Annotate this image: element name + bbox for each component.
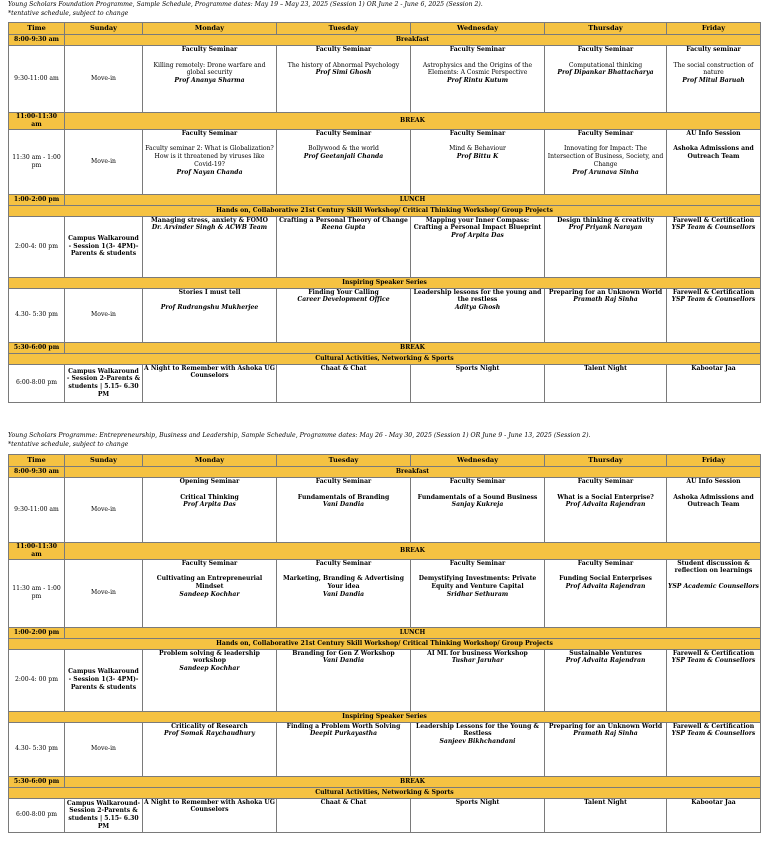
breakfast-row xyxy=(9,35,761,46)
monday-cell: A Night to Remember with Ashoka UG Counselors xyxy=(143,798,277,832)
monday-cell xyxy=(143,478,277,543)
sunday-cell: Move-in xyxy=(65,559,143,627)
time-cell: 2:00-4: 00 pm xyxy=(9,216,65,277)
session-topic: Crafting a Personal Theory of Change xyxy=(279,216,408,224)
workshop-row xyxy=(9,216,761,277)
session-type: Faculty Seminar xyxy=(577,129,634,137)
session-type: AU Info Session xyxy=(686,478,741,485)
friday-cell xyxy=(667,216,761,277)
session-topic: Farewell & Certification xyxy=(672,216,755,224)
monday-cell xyxy=(143,288,277,342)
session-topic: Problem solving & leadership workshop xyxy=(159,649,260,665)
col-time: Time xyxy=(9,455,65,467)
session-speaker: Sridhar Sethuram xyxy=(446,590,509,598)
session-type: Faculty Seminar xyxy=(315,478,372,485)
session-topic: What is a Social Enterprise? xyxy=(557,493,654,501)
thursday-cell xyxy=(545,46,667,113)
session-type: Faculty Seminar xyxy=(577,559,634,567)
tuesday-cell xyxy=(277,288,411,342)
session-type: Faculty Seminar xyxy=(449,129,506,137)
session-type: Faculty seminar xyxy=(686,46,741,53)
session-speaker: Vani Dandia xyxy=(322,590,365,598)
session-type: Faculty Seminar xyxy=(315,129,372,137)
speaker-label: Inspiring Speaker Series xyxy=(9,277,761,288)
session-type: Faculty Seminar xyxy=(181,129,238,137)
session-type: Opening Seminar xyxy=(179,478,240,485)
break-label: BREAK xyxy=(65,543,761,560)
session-topic: Funding Social Enterprises xyxy=(559,575,652,583)
session-speaker: Aditya Ghosh xyxy=(454,304,501,312)
wednesday-cell xyxy=(411,288,545,342)
tuesday-cell xyxy=(277,649,411,711)
sunday-cell: Move-in xyxy=(65,722,143,776)
wednesday-cell: Sports Night xyxy=(411,798,545,832)
time-cell: 9:30-11:00 am xyxy=(9,478,65,543)
thursday-cell xyxy=(545,216,667,277)
session-speaker: YSP Team & Counsellors xyxy=(671,657,756,665)
session-topic: Bollywood & the world xyxy=(308,145,379,153)
lunch-row xyxy=(9,627,761,638)
session-topic: Preparing for an Unknown World xyxy=(548,722,663,730)
col-tuesday: Tuesday xyxy=(277,455,411,467)
time-cell: 11:00-11:30 am xyxy=(9,113,65,130)
schedule-2-table xyxy=(8,454,761,833)
session-topic: The social construction of nature xyxy=(673,61,754,77)
session-topic: AI ML for business Workshop xyxy=(427,649,528,657)
cultural-band xyxy=(9,353,761,364)
workshop-band xyxy=(9,638,761,649)
session-type: Faculty Seminar xyxy=(181,46,238,53)
session-topic: Design thinking & creativity xyxy=(557,216,654,224)
friday-cell xyxy=(667,722,761,776)
time-cell: 11:00-11:30 am xyxy=(9,543,65,560)
friday-cell xyxy=(667,649,761,711)
evening-row xyxy=(9,798,761,832)
session-speaker: YSP Team & Counsellors xyxy=(671,224,756,232)
schedule-1-title: Young Scholars Foundation Programme, Sample Schedule, Programme dates: May 19 – May 23, 2025 (Session 1) OR June 2 - June 6, 2025 (Session 2). xyxy=(8,1,483,8)
session-topic: Fundamentals of Branding xyxy=(297,493,390,501)
session-topic: Finding Your Calling xyxy=(308,288,379,296)
monday-cell xyxy=(143,722,277,776)
time-cell: 5:30-6:00 pm xyxy=(9,776,65,787)
friday-cell xyxy=(667,559,761,627)
session-speaker: Deepit Purkayastha xyxy=(309,730,378,738)
session-speaker: Prof Somak Raychaudhury xyxy=(164,730,255,738)
session-speaker: Prof Advaita Rajendran xyxy=(565,501,646,509)
wednesday-cell xyxy=(411,649,545,711)
wednesday-cell xyxy=(411,129,545,194)
session-topic: Branding for Gen Z Workshop xyxy=(292,649,395,657)
session-type: Faculty Seminar xyxy=(577,478,634,485)
thursday-cell xyxy=(545,722,667,776)
lunch-row xyxy=(9,194,761,205)
session-speaker: Prof Advaita Rajendran xyxy=(565,657,646,665)
col-wednesday: Wednesday xyxy=(411,23,545,35)
break-row xyxy=(9,776,761,787)
sunday-cell: Move-in xyxy=(65,288,143,342)
session-speaker: Pramath Raj Sinha xyxy=(573,296,638,304)
time-cell: 4.30- 5:30 pm xyxy=(9,288,65,342)
session-type: Faculty Seminar xyxy=(577,46,634,53)
wednesday-cell xyxy=(411,216,545,277)
time-cell: 8:00-9:30 am xyxy=(9,467,65,478)
session-speaker: YSP Academic Counsellors xyxy=(668,582,759,590)
break-row xyxy=(9,113,761,130)
session-speaker: Prof Simi Ghosh xyxy=(315,69,372,77)
monday-cell xyxy=(143,129,277,194)
thursday-cell xyxy=(545,478,667,543)
break-row xyxy=(9,342,761,353)
session-topic: Killing remotely: Drone warfare and global security xyxy=(153,61,266,77)
col-friday: Friday xyxy=(667,23,761,35)
break-row xyxy=(9,543,761,560)
session-speaker: Sanjeev Bikhchandani xyxy=(439,738,516,746)
cultural-label: Cultural Activities, Networking & Sports xyxy=(9,787,761,798)
session-topic: Ashoka Admissions and Outreach Team xyxy=(673,493,754,509)
header-row xyxy=(9,455,761,467)
monday-cell xyxy=(143,46,277,113)
session-topic: Farewell & Certification xyxy=(672,288,755,296)
session-speaker: YSP Team & Counsellors xyxy=(671,296,756,304)
session-topic: The history of Abnormal Psychology xyxy=(287,61,400,69)
session-topic: Leadership lessons for the young and the restless xyxy=(413,288,542,304)
session-speaker: Prof Ananya Sharma xyxy=(174,77,245,85)
lunch-label: LUNCH xyxy=(65,194,761,205)
sunday-cell: Campus Walkaround - Session 2-Parents & students | 5.15- 6.30 PM xyxy=(65,364,143,402)
session-topic: Innovating for Impact: The Intersection of Business, Society, and Change xyxy=(547,145,664,168)
session-topic: Cultivating an Entrepreneurial Mindset xyxy=(156,575,263,590)
session-topic: Finding a Problem Worth Solving xyxy=(286,722,401,730)
midday-row xyxy=(9,559,761,627)
col-monday: Monday xyxy=(143,455,277,467)
session-speaker: Career Development Office xyxy=(297,296,390,304)
session-topic: Managing stress, anxiety & FOMO xyxy=(151,216,268,224)
session-type: Faculty Seminar xyxy=(315,559,372,567)
session-type: Faculty Seminar xyxy=(449,559,506,567)
col-sunday: Sunday xyxy=(65,23,143,35)
schedule-1-table xyxy=(8,22,761,403)
time-cell: 1:00-2:00 pm xyxy=(9,194,65,205)
monday-cell: A Night to Remember with Ashoka UG Counselors xyxy=(143,364,277,402)
session-topic: Criticality of Research xyxy=(171,722,248,730)
time-cell: 2:00-4: 00 pm xyxy=(9,649,65,711)
col-thursday: Thursday xyxy=(545,23,667,35)
tuesday-cell xyxy=(277,46,411,113)
wednesday-cell: Sports Night xyxy=(411,364,545,402)
session-speaker: Reena Gupta xyxy=(321,224,366,232)
header-row xyxy=(9,23,761,35)
session-topic: Sustainable Ventures xyxy=(569,649,642,657)
col-wednesday: Wednesday xyxy=(411,455,545,467)
sunday-cell: Move-in xyxy=(65,46,143,113)
workshop-band xyxy=(9,205,761,216)
breakfast-row xyxy=(9,467,761,478)
friday-cell xyxy=(667,46,761,113)
morning-row xyxy=(9,46,761,113)
session-topic: Farewell & Certification xyxy=(672,649,755,657)
session-speaker: Prof Rintu Kutum xyxy=(446,77,509,85)
schedule-1-note: *tentative schedule, subject to change xyxy=(8,10,129,17)
session-speaker: Prof Priyank Narayan xyxy=(568,224,643,232)
tuesday-cell: Chaat & Chat xyxy=(277,798,411,832)
monday-cell xyxy=(143,649,277,711)
tuesday-cell: Chaat & Chat xyxy=(277,364,411,402)
session-topic: Preparing for an Unknown World xyxy=(548,288,663,296)
speaker-row xyxy=(9,288,761,342)
schedule-2-note: *tentative schedule, subject to change xyxy=(8,441,129,448)
thursday-cell xyxy=(545,129,667,194)
session-speaker: Prof Mitul Baruah xyxy=(682,77,745,85)
session-type: Faculty Seminar xyxy=(315,46,372,53)
col-sunday: Sunday xyxy=(65,455,143,467)
sunday-cell: Campus Walkaround - Session 1(3- 4PM)- Parents & students xyxy=(65,649,143,711)
time-cell: 9:30-11:00 am xyxy=(9,46,65,113)
morning-row xyxy=(9,478,761,543)
session-type: AU Info Session xyxy=(686,129,741,137)
col-thursday: Thursday xyxy=(545,455,667,467)
friday-cell: Kabootar Jaa xyxy=(667,364,761,402)
session-topic: Farewell & Certification xyxy=(672,722,755,730)
cultural-label: Cultural Activities, Networking & Sports xyxy=(9,353,761,364)
time-cell: 6:00-8:00 pm xyxy=(9,364,65,402)
time-cell: 5:30-6:00 pm xyxy=(9,342,65,353)
sunday-cell: Move-in xyxy=(65,129,143,194)
cultural-band xyxy=(9,787,761,798)
friday-cell xyxy=(667,478,761,543)
speaker-row xyxy=(9,722,761,776)
session-topic: Critical Thinking xyxy=(180,493,239,501)
col-friday: Friday xyxy=(667,455,761,467)
session-type: Faculty Seminar xyxy=(181,559,238,567)
session-topic: Computational thinking xyxy=(568,61,643,69)
thursday-cell: Talent Night xyxy=(545,798,667,832)
session-speaker: Prof Geetanjali Chanda xyxy=(303,152,384,160)
session-speaker: Prof Advaita Rajendran xyxy=(565,582,646,590)
session-topic: Faculty seminar 2: What is Globalization? How is it threatened by viruses like Covid-19? xyxy=(145,145,274,168)
session-topic: Demystifying Investments: Private Equity and Venture Capital xyxy=(418,575,537,590)
session-speaker: Pramath Raj Sinha xyxy=(573,730,638,738)
speaker-label: Inspiring Speaker Series xyxy=(9,711,761,722)
session-topic: Fundamentals of a Sound Business xyxy=(417,493,538,501)
session-speaker: Sandeep Kochhar xyxy=(179,665,240,673)
session-speaker: Prof Arpita Das xyxy=(183,501,236,509)
session-speaker: Prof Arpita Das xyxy=(451,232,504,240)
session-topic: Mapping your Inner Compass: Crafting a Personal Impact Blueprint xyxy=(413,216,542,232)
session-topic: Mind & Behaviour xyxy=(449,145,506,153)
session-speaker: Prof Dipankar Bhattacharya xyxy=(557,69,654,77)
session-type: Faculty Seminar xyxy=(449,46,506,53)
wednesday-cell xyxy=(411,46,545,113)
break-label: BREAK xyxy=(65,113,761,130)
speaker-band xyxy=(9,277,761,288)
thursday-cell xyxy=(545,649,667,711)
time-cell: 6:00-8:00 pm xyxy=(9,798,65,832)
monday-cell xyxy=(143,559,277,627)
session-speaker: Prof Rudrangshu Mukherjee xyxy=(160,304,259,312)
wednesday-cell xyxy=(411,559,545,627)
time-cell: 1:00-2:00 pm xyxy=(9,627,65,638)
breakfast-label: Breakfast xyxy=(65,35,761,46)
session-topic: Astrophysics and the Origins of the Elements: A Cosmic Perspective xyxy=(422,61,533,77)
tuesday-cell xyxy=(277,129,411,194)
time-cell: 4.30- 5:30 pm xyxy=(9,722,65,776)
friday-cell xyxy=(667,288,761,342)
session-topic: Leadership Lessons for the Young & Restless xyxy=(416,722,539,738)
session-type: Faculty Seminar xyxy=(449,478,506,485)
friday-cell: Kabootar Jaa xyxy=(667,798,761,832)
session-speaker: Prof Bittu K xyxy=(456,152,499,160)
tuesday-cell xyxy=(277,478,411,543)
time-cell: 11:30 am - 1:00 pm xyxy=(9,559,65,627)
speaker-band xyxy=(9,711,761,722)
session-speaker: Vani Dandia xyxy=(322,657,365,665)
lunch-label: LUNCH xyxy=(65,627,761,638)
session-speaker: Dr. Arvinder Singh & ACWB Team xyxy=(151,224,268,232)
time-cell: 8:00-9:30 am xyxy=(9,35,65,46)
friday-cell xyxy=(667,129,761,194)
session-speaker: YSP Team & Counsellors xyxy=(671,730,756,738)
session-speaker: Prof Nayan Chanda xyxy=(176,168,243,176)
thursday-cell: Talent Night xyxy=(545,364,667,402)
session-topic: Marketing, Branding & Advertising Your idea xyxy=(282,575,404,590)
midday-row xyxy=(9,129,761,194)
workshop-row xyxy=(9,649,761,711)
session-topic: Stories I must tell xyxy=(178,288,241,296)
col-tuesday: Tuesday xyxy=(277,23,411,35)
sunday-cell: Move-in xyxy=(65,478,143,543)
time-cell: 11:30 am - 1:00 pm xyxy=(9,129,65,194)
sunday-cell: Campus Walkaround- Session 2-Parents & students | 5.15- 6.30 PM xyxy=(65,798,143,832)
col-time: Time xyxy=(9,23,65,35)
sunday-cell: Campus Walkaround - Session 1(3- 4PM)-Parents & students xyxy=(65,216,143,277)
workshop-label: Hands on, Collaborative 21st Century Skill Workshop/ Critical Thinking Workshop/ Group Projects xyxy=(9,205,761,216)
workshop-label: Hands on, Collaborative 21st Century Skill Workshop/ Critical Thinking Workshop/ Group Projects xyxy=(9,638,761,649)
session-speaker: Sandeep Kochhar xyxy=(179,590,240,598)
thursday-cell xyxy=(545,288,667,342)
break-label: BREAK xyxy=(65,342,761,353)
schedule-2-title: Young Scholars Programme: Entrepreneurship, Business and Leadership, Sample Schedule, Programme dates: May 26 - May 30, 2025 (Session 1) OR June 9 - June 13, 2025 (Session 2). xyxy=(8,432,591,439)
thursday-cell xyxy=(545,559,667,627)
break-label: BREAK xyxy=(65,776,761,787)
tuesday-cell xyxy=(277,722,411,776)
tuesday-cell xyxy=(277,559,411,627)
session-type: Student discussion & reflection on learnings xyxy=(674,559,753,575)
session-speaker: Prof Arunava Sinha xyxy=(572,168,639,176)
tuesday-cell xyxy=(277,216,411,277)
monday-cell xyxy=(143,216,277,277)
session-speaker: Sanjay Kukreja xyxy=(451,501,504,509)
col-monday: Monday xyxy=(143,23,277,35)
evening-row xyxy=(9,364,761,402)
breakfast-label: Breakfast xyxy=(65,467,761,478)
wednesday-cell xyxy=(411,722,545,776)
session-speaker: Vani Dandia xyxy=(322,501,365,509)
wednesday-cell xyxy=(411,478,545,543)
session-speaker: Tushar Jaruhar xyxy=(451,657,504,665)
session-topic: Ashoka Admissions and Outreach Team xyxy=(673,145,754,160)
